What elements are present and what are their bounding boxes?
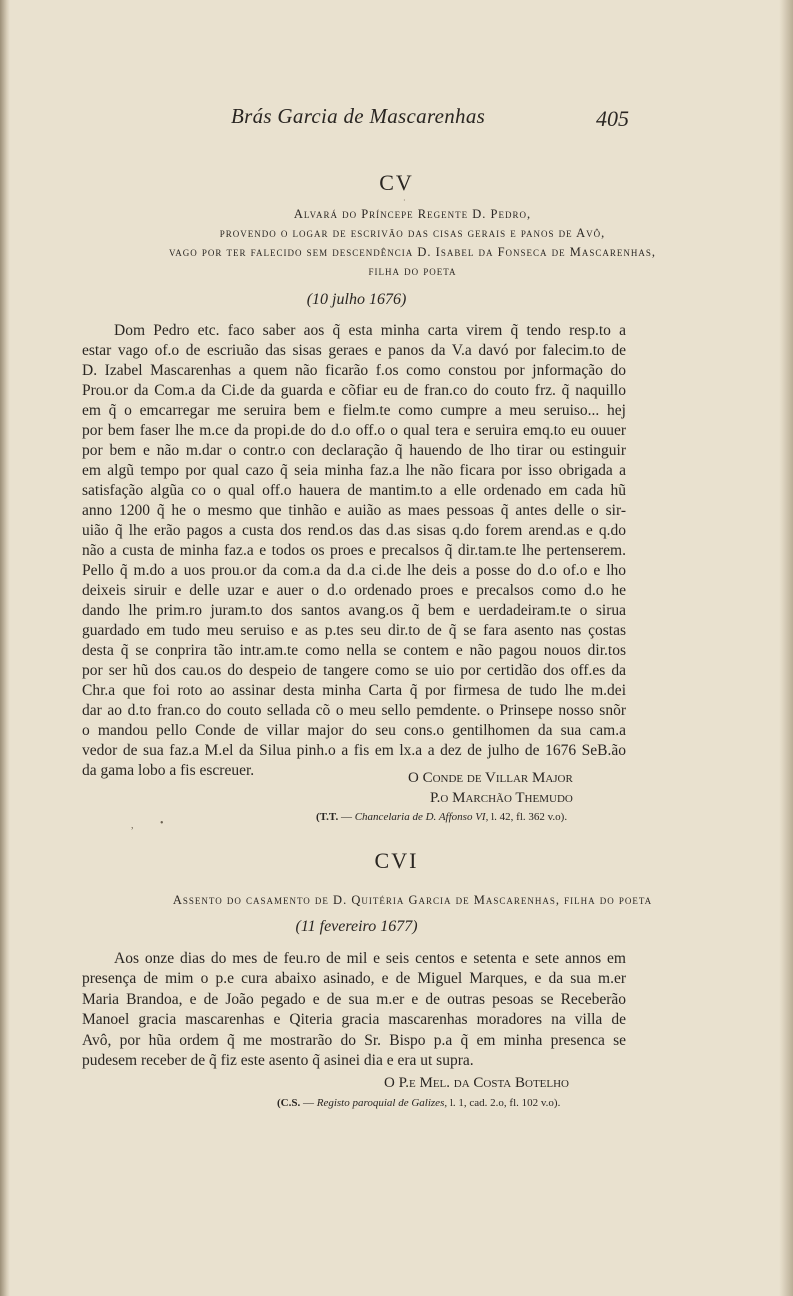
body-line: em algũ tempo por qual cazo q̃ seia minha faz.a lhe não ficara por isso obrigada a <box>82 462 626 479</box>
signature-line: O Conde de Villar Major <box>408 770 573 786</box>
body-line: dando lhe prim.ro juram.to dos santos avang.os q̃ bem e uerdadeiram.te o sirua <box>82 602 626 619</box>
body-line: Aos onze dias do mes de feu.ro de mil e seis centos e setenta e sete annos em <box>114 950 626 967</box>
body-line: guardado em tudo meu seruiso e as p.tes seu dir.to de q̃ se fara asento nas çostas <box>82 622 626 639</box>
body-line: Prou.or da Com.a da Ci.de da guarda e cõfiar eu de fran.co do couto frz. q̃ naquillo <box>82 382 626 399</box>
body-line: por ser hũ dos cau.os do despeio de tangere como se uio por certidão dos off.es da <box>82 662 626 679</box>
decorative-mark: , <box>131 820 134 831</box>
source-ref: Registo paroquial de Galizes, <box>316 1097 448 1109</box>
section-heading-line: vago por ter falecido sem descendência D. Isabel da Fonseca de Mascarenhas, <box>168 245 657 259</box>
body-line: deixeis siruir e delle uzar e auer o d.o ordenado proes e precalsos como d.o he <box>82 582 626 599</box>
section-heading-line: filha do poeta <box>368 264 457 278</box>
source-citation <box>277 1097 560 1109</box>
body-line: Dom Pedro etc. faco saber aos q̃ esta minha carta virem q̃ tendo resp.to a <box>114 322 626 339</box>
document-date: (10 julho 1676) <box>306 291 407 308</box>
body-line: por bem e não m.dar o contr.o con declaração q̃ hauendo de lho tirar ou estinguir <box>82 442 626 459</box>
source-ref: Chancelaria de D. Affonso VI, <box>354 811 489 823</box>
body-line: da gama lobo a fis escreuer. <box>82 762 255 779</box>
source-dash: — <box>338 811 355 823</box>
signature-line: O P.e Mel. da Costa Botelho <box>384 1075 569 1091</box>
body-line: presença de mim o p.e cura abaixo asinado, e de Miguel Marques, e da sua m.er <box>82 970 626 987</box>
decorative-dot: · <box>403 196 406 205</box>
body-line: pudesem receber de q̃ fiz este asento q̃ asinei dia e era ut supra. <box>82 1052 474 1069</box>
body-line: D. Izabel Mascarenhas a quem não ficarão f.os como constou por jnformação do <box>82 362 626 379</box>
signature-line: P.o Marchão Themudo <box>430 790 573 806</box>
body-line: por bem faser lhe m.ce da propi.de do d.o off.o o qual tera e seruira emq.to eu ouuer <box>82 422 626 439</box>
section-heading-line: Assento do casamento de D. Quitéria Garcia de Mascarenhas, filha do poeta <box>172 893 653 907</box>
source-abbr: (C.S. <box>277 1097 301 1109</box>
section-number-cv: CV <box>379 170 414 195</box>
section-number-cvi: CVI <box>374 848 419 873</box>
source-rest: l. 42, fl. 362 v.o). <box>488 811 568 823</box>
body-line: dar ao d.to fran.co do couto sellada cõ o meu sello pemdente. o Prinsepe nosso snõr <box>82 702 626 719</box>
source-abbr: (T.T. <box>316 811 339 823</box>
source-dash: — <box>300 1097 317 1109</box>
body-line: uião q̃ lhe erão pagos a custa dos rend.os das d.as sisas q.do forem arend.as e q.do <box>82 522 626 539</box>
running-head: Brás Garcia de Mascarenhas <box>231 104 486 128</box>
body-line: desta q̃ se conprira tão intr.am.te como nella se contem e não pagou nouos dir.tos <box>82 642 626 659</box>
source-rest: l. 1, cad. 2.o, fl. 102 v.o). <box>447 1097 561 1109</box>
section-heading-line: provendo o logar de escrivão das cisas gerais e panos de Avô, <box>219 226 606 240</box>
body-line: anno 1200 q̃ he o mesmo que tinhão e auião as maes pessoas q̃ antes delle o sir- <box>82 502 626 519</box>
body-line: em q̃ o emcarregar me seruira bem e fielm.te como cumpre a meu seruiso... hej <box>82 402 626 419</box>
body-line: estar vago of.o de escriuão das sisas geraes e panos da V.a davó por falecim.to de <box>82 342 626 359</box>
source-citation <box>316 811 567 823</box>
body-line: Chr.a que foi roto ao assinar desta minha Carta q̃ por firmesa de tudo lhe m.dei <box>82 682 626 699</box>
body-line: Manoel gracia mascarenhas e Qiteria gracia mascarenhas moradores na villa de <box>82 1011 626 1028</box>
body-line: o mandou pello Conde de villar major do seu cons.o gentilhomen da sua cam.a <box>82 722 626 739</box>
document-date: (11 fevereiro 1677) <box>295 918 418 935</box>
body-line: vedor de sua faz.a M.el da Silua pinh.o a fis em lx.a a dez de julho de 1676 SeB.ão <box>82 742 626 759</box>
body-line: Pello q̃ m.do a uos prou.or da com.a da d.a ci.de lhe deis a posse do d.o of.o e lho <box>82 562 626 579</box>
decorative-mark: • <box>160 818 164 829</box>
body-line: satisfação algũa co o qual off.o hauera de mantim.to a elle ordenado em cada hũ <box>82 482 626 499</box>
body-line: não a custa de minha faz.a e todos os proes e precalsos q̃ dir.tam.te lhe pertenserem. <box>82 542 626 559</box>
page-number: 405 <box>596 106 629 131</box>
body-line: Avô, por hũa ordem q̃ me mostrarão do Sr. Bispo p.a q̃ em minha presenca se <box>82 1032 626 1049</box>
body-line: Maria Brandoa, e de João pegado e de sua m.er e de outras pesoas se Receberão <box>82 991 626 1008</box>
section-heading-line: Alvará do Príncepe Regente D. Pedro, <box>293 207 532 221</box>
